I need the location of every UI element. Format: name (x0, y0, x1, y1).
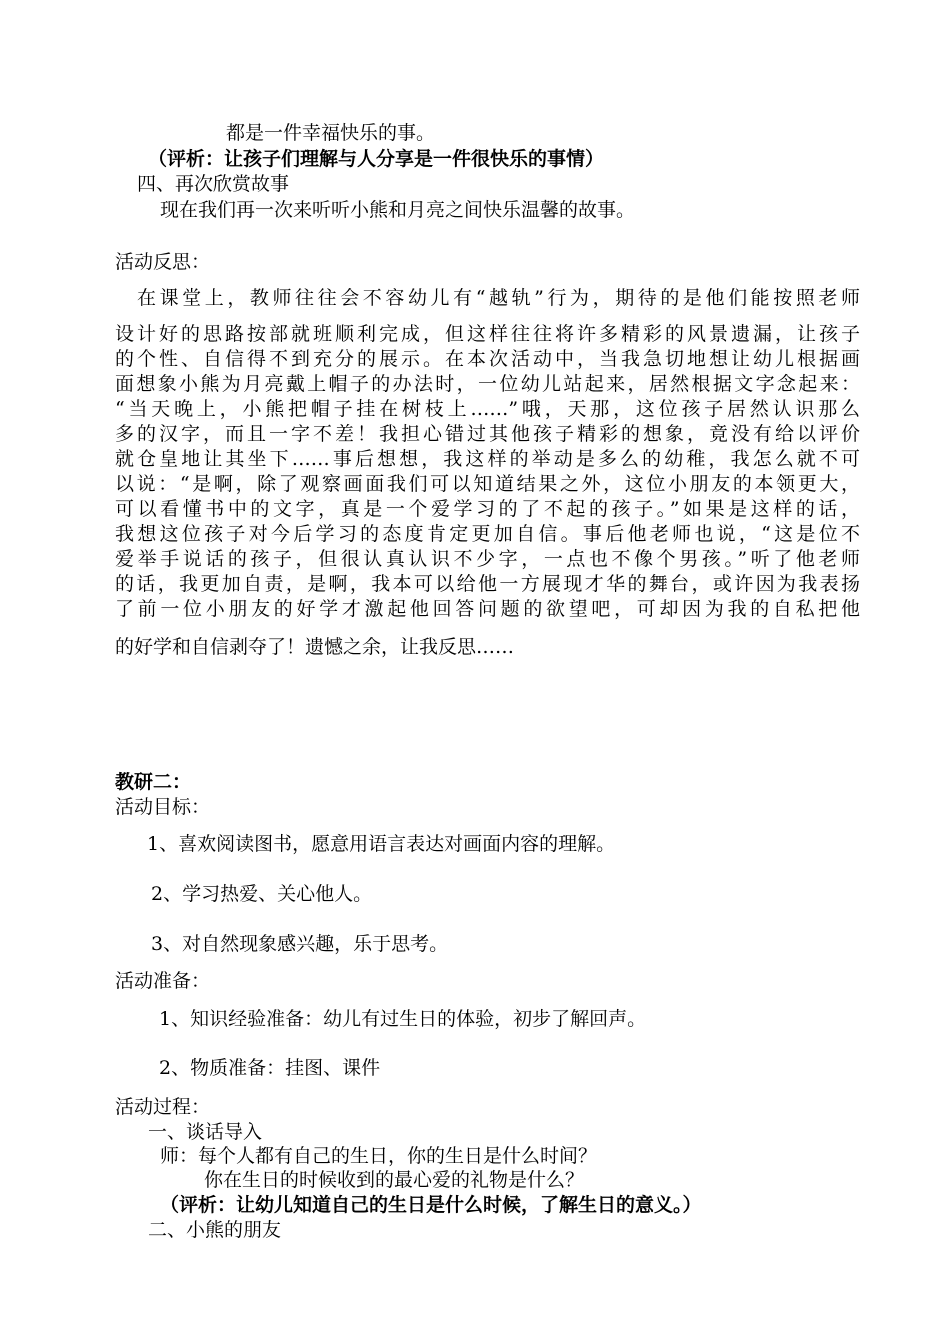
paragraph-line: 爱举手说话的孩子，但很认真认识不少字，一点也不像个男孩。”听了他老师 (115, 548, 860, 570)
paragraph-line: 可以看懂书中的文字，真是一个爱学习的了不起的孩子。”如果是这样的话， (115, 498, 860, 520)
process-step: 一、谈话导入 (148, 1121, 263, 1143)
process-step: 二、小熊的朋友 (148, 1219, 282, 1241)
prep-item: 2、物质准备：挂图、课件 (159, 1057, 381, 1079)
paragraph-line: 的个性、自信得不到充分的展示。在本次活动中，当我急切地想让幼儿根据画 (115, 348, 860, 370)
paragraph-line: 我想这位孩子对今后学习的态度肯定更加自信。事后他老师也说，“这是位不 (115, 523, 860, 545)
goal-item: 1、喜欢阅读图书，愿意用语言表达对画面内容的理解。 (147, 833, 616, 855)
text-line: 都是一件幸福快乐的事。 (226, 122, 436, 144)
paragraph-line: 面想象小熊为月亮戴上帽子的办法时，一位幼儿站起来，居然根据文字念起来： (115, 373, 860, 395)
prep-item: 1、知识经验准备：幼儿有过生日的体验，初步了解回声。 (159, 1008, 647, 1030)
prep-heading: 活动准备： (115, 970, 211, 992)
goal-item: 2、学习热爱、关心他人。 (151, 883, 373, 905)
paragraph-line: 多的汉字，而且一字不差！我担心错过其他孩子精彩的想象，竟没有给以评价 (115, 423, 860, 445)
paragraph-line: “当天晚上，小熊把帽子挂在树枝上……”哦，天那，这位孩子居然认识那么 (115, 398, 860, 420)
section-heading: 四、再次欣赏故事 (137, 173, 290, 195)
text-line: 现在我们再一次来听听小熊和月亮之间快乐温馨的故事。 (160, 199, 636, 221)
goal-item: 3、对自然现象感兴趣，乐于思考。 (151, 933, 449, 955)
analysis-comment: （评析：让幼儿知道自己的生日是什么时候，了解生日的意义。） (160, 1194, 702, 1216)
paragraph-line: 在课堂上，教师往往会不容幼儿有“越轨”行为，期待的是他们能按照老师 (137, 287, 860, 309)
process-text: 你在生日的时候收到的最心爱的礼物是什么？ (204, 1169, 585, 1191)
paragraph-line: 以说：“是啊，除了观察画面我们可以知道结果之外，这位小朋友的本领更大， (115, 473, 860, 495)
paragraph-line: 就仓皇地让其坐下……事后想想，我这样的举动是多么的幼稚，我怎么就不可 (115, 448, 860, 470)
process-heading: 活动过程： (115, 1096, 211, 1118)
reflection-heading: 活动反思： (115, 251, 211, 273)
paragraph-line: 的好学和自信剥夺了！遗憾之余，让我反思…… (115, 636, 515, 658)
goals-heading: 活动目标： (115, 796, 211, 818)
research-heading: 教研二： (115, 771, 192, 793)
analysis-comment: （评析：让孩子们理解与人分享是一件很快乐的事情） (148, 148, 605, 170)
paragraph-line: 设计好的思路按部就班顺利完成，但这样往往将许多精彩的风景遗漏，让孩子 (115, 323, 860, 345)
process-text: 师：每个人都有自己的生日，你的生日是什么时间？ (160, 1145, 598, 1167)
paragraph-line: 的话，我更加自责，是啊，我本可以给他一方展现才华的舞台，或许因为我表扬 (115, 573, 860, 595)
paragraph-line: 了前一位小朋友的好学才激起他回答问题的欲望吧，可却因为我的自私把他 (115, 598, 860, 620)
